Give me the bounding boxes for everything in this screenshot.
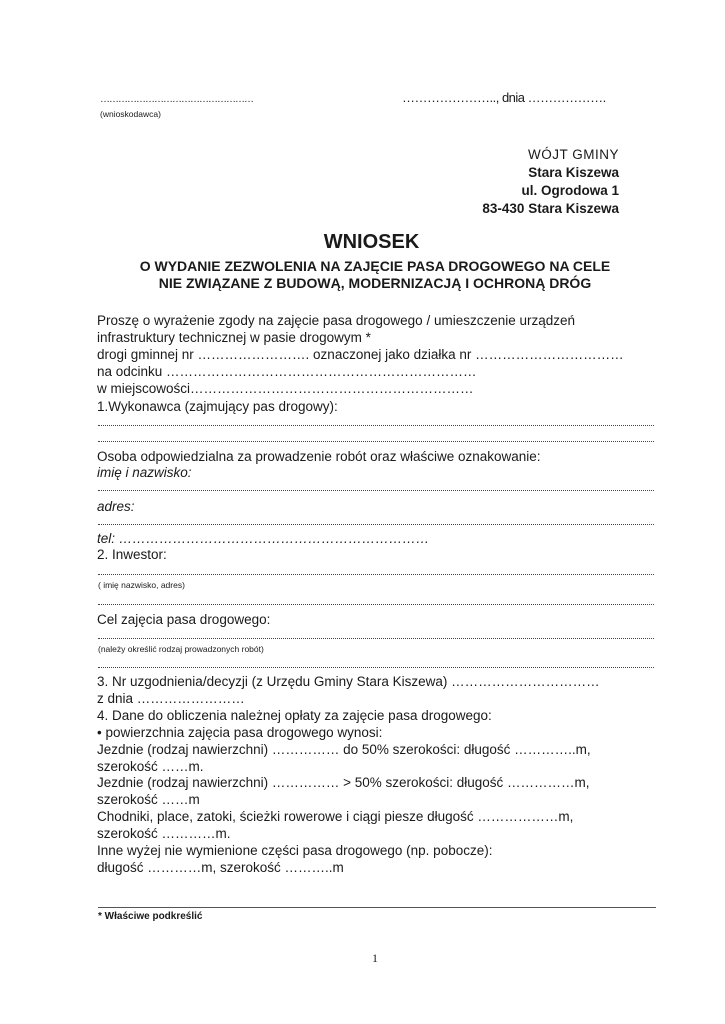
responsible-label: Osoba odpowiedzialna za prowadzenie robót oraz właściwe oznakowanie: (97, 449, 541, 464)
responsible-address-label: adres: (97, 499, 135, 514)
investor-dotted-line-1 (98, 574, 654, 575)
investor-caption: ( imię nazwisko, adres) (98, 580, 185, 590)
agreement-line-1: 3. Nr uzgodnienia/decyzji (z Urzędu Gminy Stara Kiszewa) …………………………… (97, 674, 600, 689)
purpose-dotted-line-1 (98, 638, 654, 639)
responsible-tel-line: tel: …………………………………………………………… (97, 531, 430, 546)
applicant-dots: …………………………………………… (100, 94, 253, 105)
contractor-dotted-line-1 (98, 425, 654, 426)
request-line-2: infrastruktury technicznej w pasie drogowym * (97, 330, 371, 345)
fee-row-1a: Jezdnie (rodzaj nawierzchni) …………… do 50% szerokości: długość …………..m, (97, 742, 591, 757)
request-line-4: na odcinku …………………………………………………………… (97, 364, 477, 379)
fee-row-4b: długość …………m, szerokość ………..m (97, 860, 344, 875)
contractor-label: 1.Wykonawca (zajmujący pas drogowy): (97, 399, 338, 414)
fee-heading: 4. Dane do obliczenia należnej opłaty za zajęcie pasa drogowego: (97, 708, 492, 723)
fee-row-3b: szerokość …………m. (97, 826, 231, 841)
addressee-line-1: WÓJT GMINY (528, 147, 619, 162)
page-number: 1 (372, 951, 378, 965)
document-subtitle-2: NIE ZWIĄZANE Z BUDOWĄ, MODERNIZACJĄ I OCHRONĄ DRÓG (158, 275, 592, 291)
addressee-line-2: Stara Kiszewa (528, 165, 619, 180)
request-line-1: Proszę o wyrażenie zgody na zajęcie pasa drogowego / umieszczenie urządzeń (97, 313, 576, 328)
addressee-line-4: 83-430 Stara Kiszewa (482, 201, 619, 216)
applicant-caption: (wnioskodawca) (100, 109, 161, 119)
addressee-block (482, 146, 619, 218)
request-line-3: drogi gminnej nr ……………………. oznaczonej jako działka nr …………………………… (97, 347, 624, 362)
contractor-dotted-line-2 (98, 441, 654, 442)
responsible-name-label: imię i nazwisko: (97, 465, 192, 480)
purpose-label: Cel zajęcia pasa drogowego: (97, 612, 271, 627)
fee-row-2a: Jezdnie (rodzaj nawierzchni) …………… > 50% szerokości: długość ……………m, (97, 775, 590, 790)
fee-row-2b: szerokość ……m (97, 792, 200, 807)
document-subtitle-1: O WYDANIE ZEZWOLENIA NA ZAJĘCIE PASA DROGOWEGO NA CELE (139, 258, 611, 274)
responsible-address-dotted-line (98, 524, 654, 525)
responsible-name-dotted-line (98, 490, 654, 491)
fee-row-3a: Chodniki, place, zatoki, ścieżki rowerowe i ciągi piesze długość ………………m, (97, 809, 574, 824)
investor-dotted-line-2 (98, 604, 654, 605)
date-line: ………………….., dnia ………………. (402, 90, 606, 105)
addressee-line-3: ul. Ogrodowa 1 (521, 183, 619, 198)
purpose-caption: (należy określić rodzaj prowadzonych robót) (98, 644, 264, 654)
agreement-line-2: z dnia …………………… (97, 691, 245, 706)
fee-row-1b: szerokość ……m. (97, 759, 204, 774)
footnote: * Właściwe podkreślić (98, 911, 203, 922)
fee-bullet: • powierzchnia zajęcia pasa drogowego wynosi: (97, 725, 383, 740)
request-line-5: w miejscowości……………………………………………………… (97, 381, 474, 396)
footnote-divider (98, 907, 656, 908)
document-title: WNIOSEK (323, 231, 420, 253)
purpose-dotted-line-2 (98, 667, 654, 668)
fee-row-4a: Inne wyżej nie wymienione części pasa drogowego (np. pobocze): (97, 843, 493, 858)
investor-label: 2. Inwestor: (97, 547, 167, 562)
